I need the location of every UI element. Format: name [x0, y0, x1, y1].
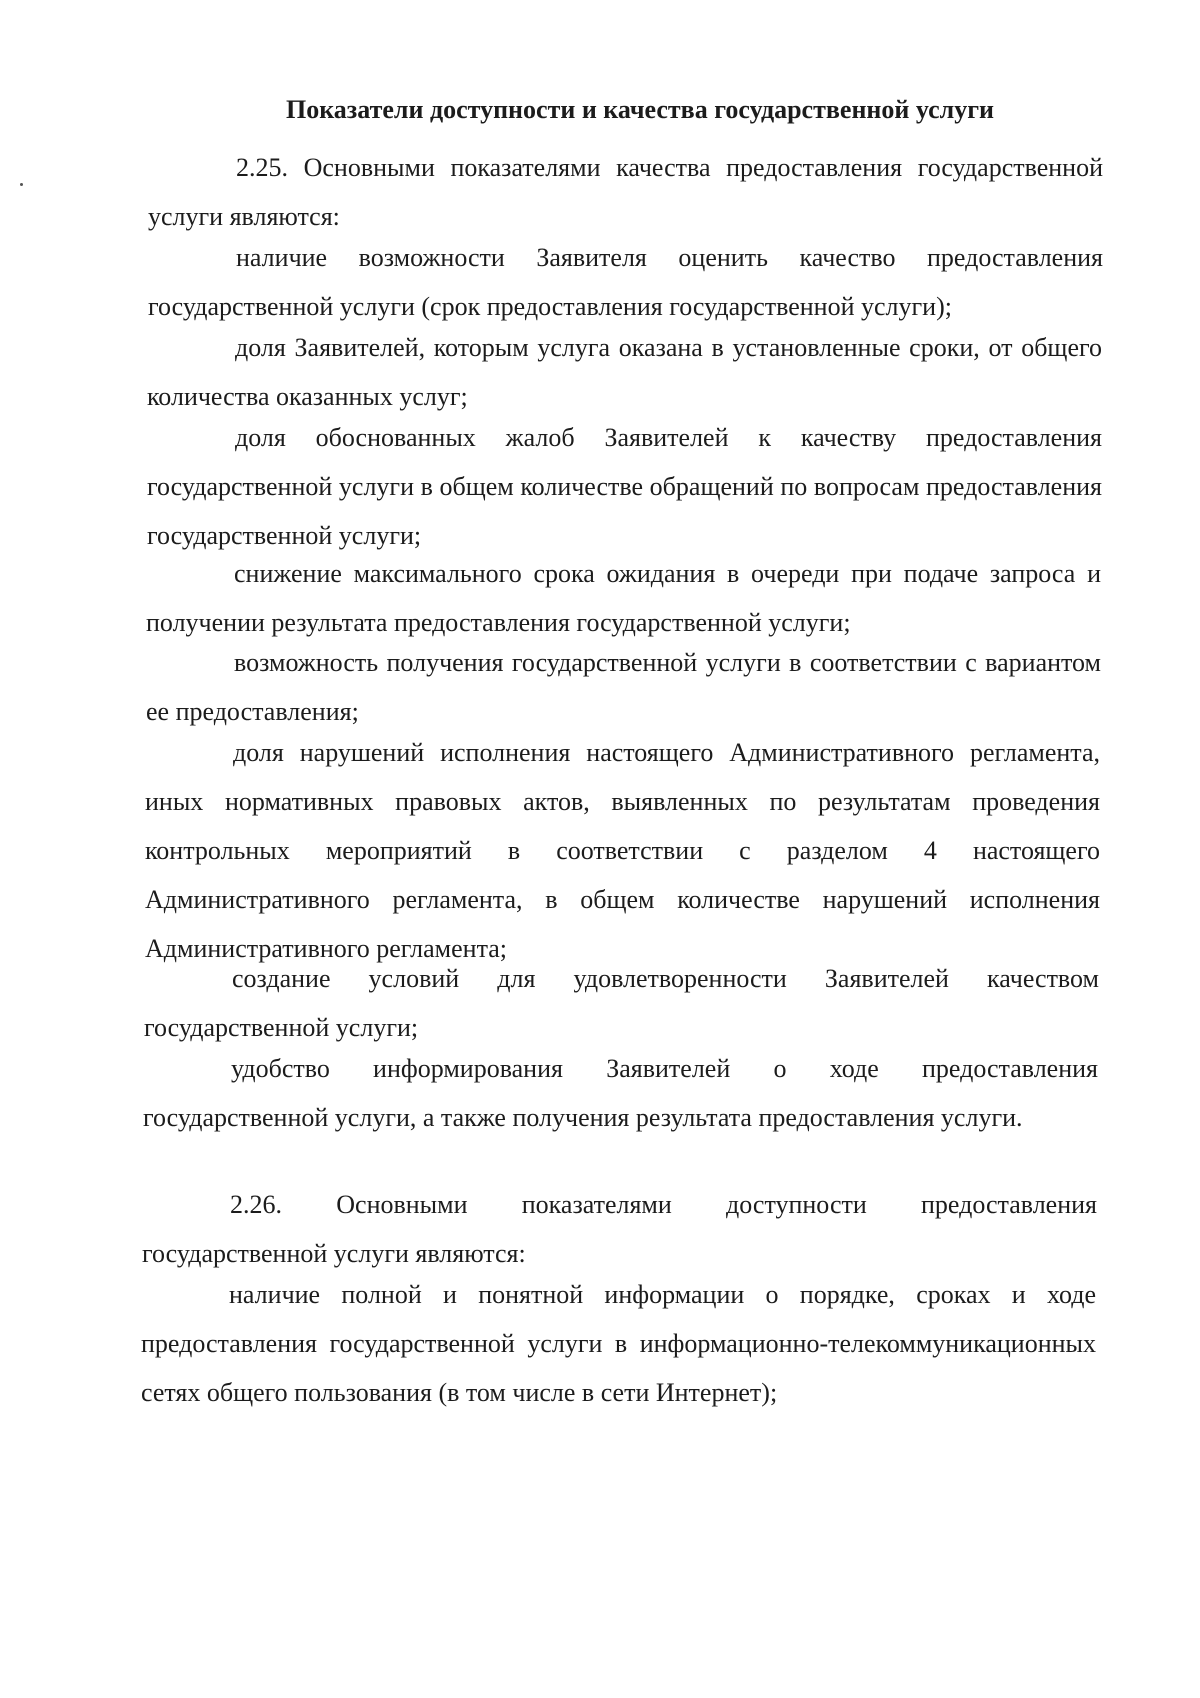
- paragraph-queue-time: снижение максимального срока ожидания в очереди при подаче запроса и получении результата предоставления государственной услуги;: [146, 559, 1101, 637]
- paragraph-service-variant: возможность получения государственной услуги в соответствии с вариантом ее предоставления;: [146, 648, 1101, 726]
- paragraph-complaints-share: доля обоснованных жалоб Заявителей к качеству предоставления государственной услуги в общем количестве обращений по вопросам предоставления государственной услуги;: [147, 423, 1102, 550]
- paragraph-informing: удобство информирования Заявителей о ходе предоставления государственной услуги, а также получения результата предоставления услуги.: [143, 1054, 1098, 1132]
- paragraph-quality-assessment: наличие возможности Заявителя оценить качество предоставления государственной услуги (срок предоставления государственной услуги);: [148, 243, 1103, 321]
- paragraph-violations-share: доля нарушений исполнения настоящего Административного регламента, иных нормативных правовых актов, выявленных по результатам проведения контрольных мероприятий в соответствии с разделом 4 настоящего Административного регламента, в общем количестве нарушений исполнения Административного регламента;: [145, 738, 1100, 963]
- scan-speck: [20, 183, 23, 186]
- paragraph-satisfaction: создание условий для удовлетворенности Заявителей качеством государственной услуги;: [144, 964, 1099, 1042]
- paragraph-deadline-share: доля Заявителей, которым услуга оказана в установленные сроки, от общего количества оказанных услуг;: [147, 333, 1102, 411]
- paragraph-2-26: 2.26. Основными показателями доступности предоставления государственной услуги являются:: [142, 1190, 1097, 1268]
- paragraph-information-availability: наличие полной и понятной информации о порядке, сроках и ходе предоставления государственной услуги в информационно-телекоммуникационных сетях общего пользования (в том числе в сети Интернет);: [141, 1280, 1096, 1407]
- paragraph-2-25: 2.25. Основными показателями качества предоставления государственной услуги являются:: [148, 153, 1103, 231]
- section-title: Показатели доступности и качества государственной услуги: [285, 95, 995, 124]
